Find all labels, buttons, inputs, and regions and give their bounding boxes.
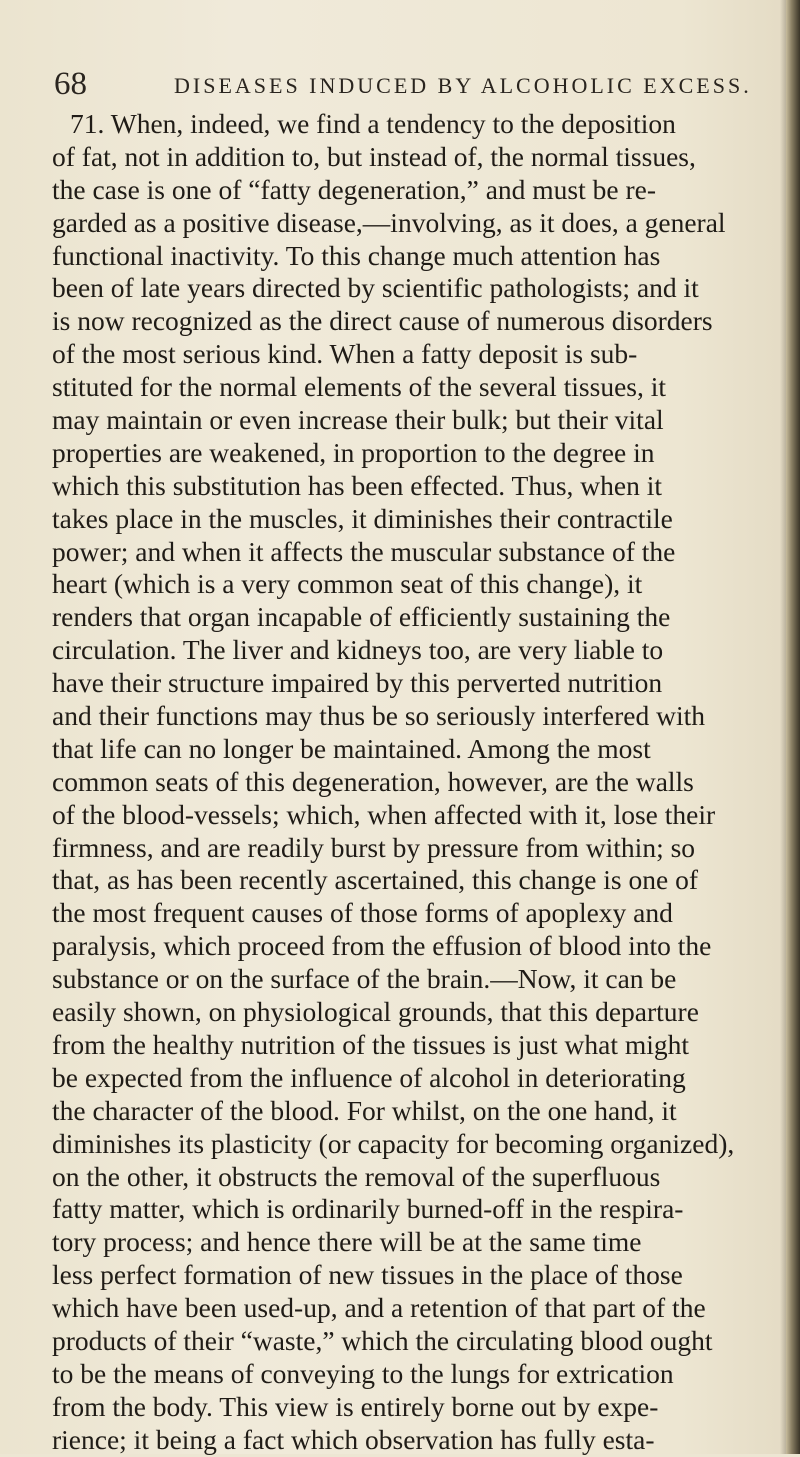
text-line: which this substitution has been effected. Thus, when it: [52, 469, 662, 501]
text-line: to be the means of conveying to the lungs for extrication: [52, 1357, 674, 1389]
text-line: on the other, it obstructs the removal of the superfluous: [52, 1160, 661, 1192]
text-line: easily shown, on physiological grounds, that this departure: [52, 996, 699, 1028]
text-line: tory process; and hence there will be at the same time: [52, 1226, 642, 1258]
text-line: is now recognized as the direct cause of numerous disorders: [52, 305, 713, 337]
text-line: heart (which is a very common seat of this change), it: [52, 568, 643, 600]
body-paragraph: [52, 108, 796, 1457]
text-line: and their functions may thus be so seriously interfered with: [52, 700, 705, 732]
running-head: DISEASES INDUCED BY ALCOHOLIC EXCESS.: [174, 73, 752, 98]
text-line: common seats of this degeneration, however, are the walls: [52, 765, 694, 797]
text-line: have their structure impaired by this perverted nutrition: [52, 667, 663, 699]
text-line: that life can no longer be maintained. Among the most: [52, 732, 651, 764]
text-line: power; and when it affects the muscular substance of the: [52, 535, 676, 567]
text-line: the case is one of “fatty degeneration,” and must be re-: [52, 173, 656, 205]
text-line: 71. When, indeed, we find a tendency to the deposition: [70, 108, 676, 139]
text-line: renders that organ incapable of efficiently sustaining the: [52, 601, 671, 633]
text-line: functional inactivity. To this change much attention has: [52, 239, 661, 271]
text-line: products of their “waste,” which the circulating blood ought: [52, 1324, 713, 1356]
text-line: less perfect formation of new tissues in the place of those: [52, 1259, 683, 1291]
text-line: that, as has been recently ascertained, this change is one of: [52, 864, 698, 896]
text-line: garded as a positive disease,—involving, as it does, a general: [52, 206, 726, 238]
text-line: paralysis, which proceed from the effusion of blood into the: [52, 930, 712, 962]
text-line: substance or on the surface of the brain.—Now, it can be: [52, 963, 677, 995]
text-line: stituted for the normal elements of the several tissues, it: [52, 371, 667, 403]
text-line: which have been used-up, and a retention of that part of the: [52, 1292, 706, 1324]
text-line: properties are weakened, in proportion to the degree in: [52, 436, 655, 468]
text-line: fatty matter, which is ordinarily burned-off in the respira-: [52, 1193, 684, 1225]
text-line: the character of the blood. For whilst, on the one hand, it: [52, 1094, 677, 1126]
text-line: rience; it being a fact which observation has fully esta-: [52, 1423, 655, 1455]
text-line: of the blood-vessels; which, when affected with it, lose their: [52, 798, 716, 830]
text-line: takes place in the muscles, it diminishes their contractile: [52, 502, 673, 534]
text-line: may maintain or even increase their bulk; but their vital: [52, 404, 664, 436]
page-number: 68: [54, 66, 87, 102]
page-header: [54, 64, 774, 104]
text-line: circulation. The liver and kidneys too, are very liable to: [52, 634, 664, 666]
text-line: be expected from the influence of alcohol in deteriorating: [52, 1061, 686, 1093]
text-line: from the healthy nutrition of the tissues is just what might: [52, 1028, 690, 1060]
text-line: of fat, not in addition to, but instead of, the normal tissues,: [52, 140, 696, 172]
text-line: from the body. This view is entirely borne out by expe-: [52, 1390, 659, 1422]
text-line: of the most serious kind. When a fatty deposit is sub-: [52, 338, 638, 370]
text-line: the most frequent causes of those forms of apoplexy and: [52, 897, 673, 929]
text-line: firmness, and are readily burst by pressure from within; so: [52, 831, 696, 863]
text-line: been of late years directed by scientific pathologists; and it: [52, 272, 699, 304]
text-line: diminishes its plasticity (or capacity for becoming organized),: [52, 1127, 735, 1159]
